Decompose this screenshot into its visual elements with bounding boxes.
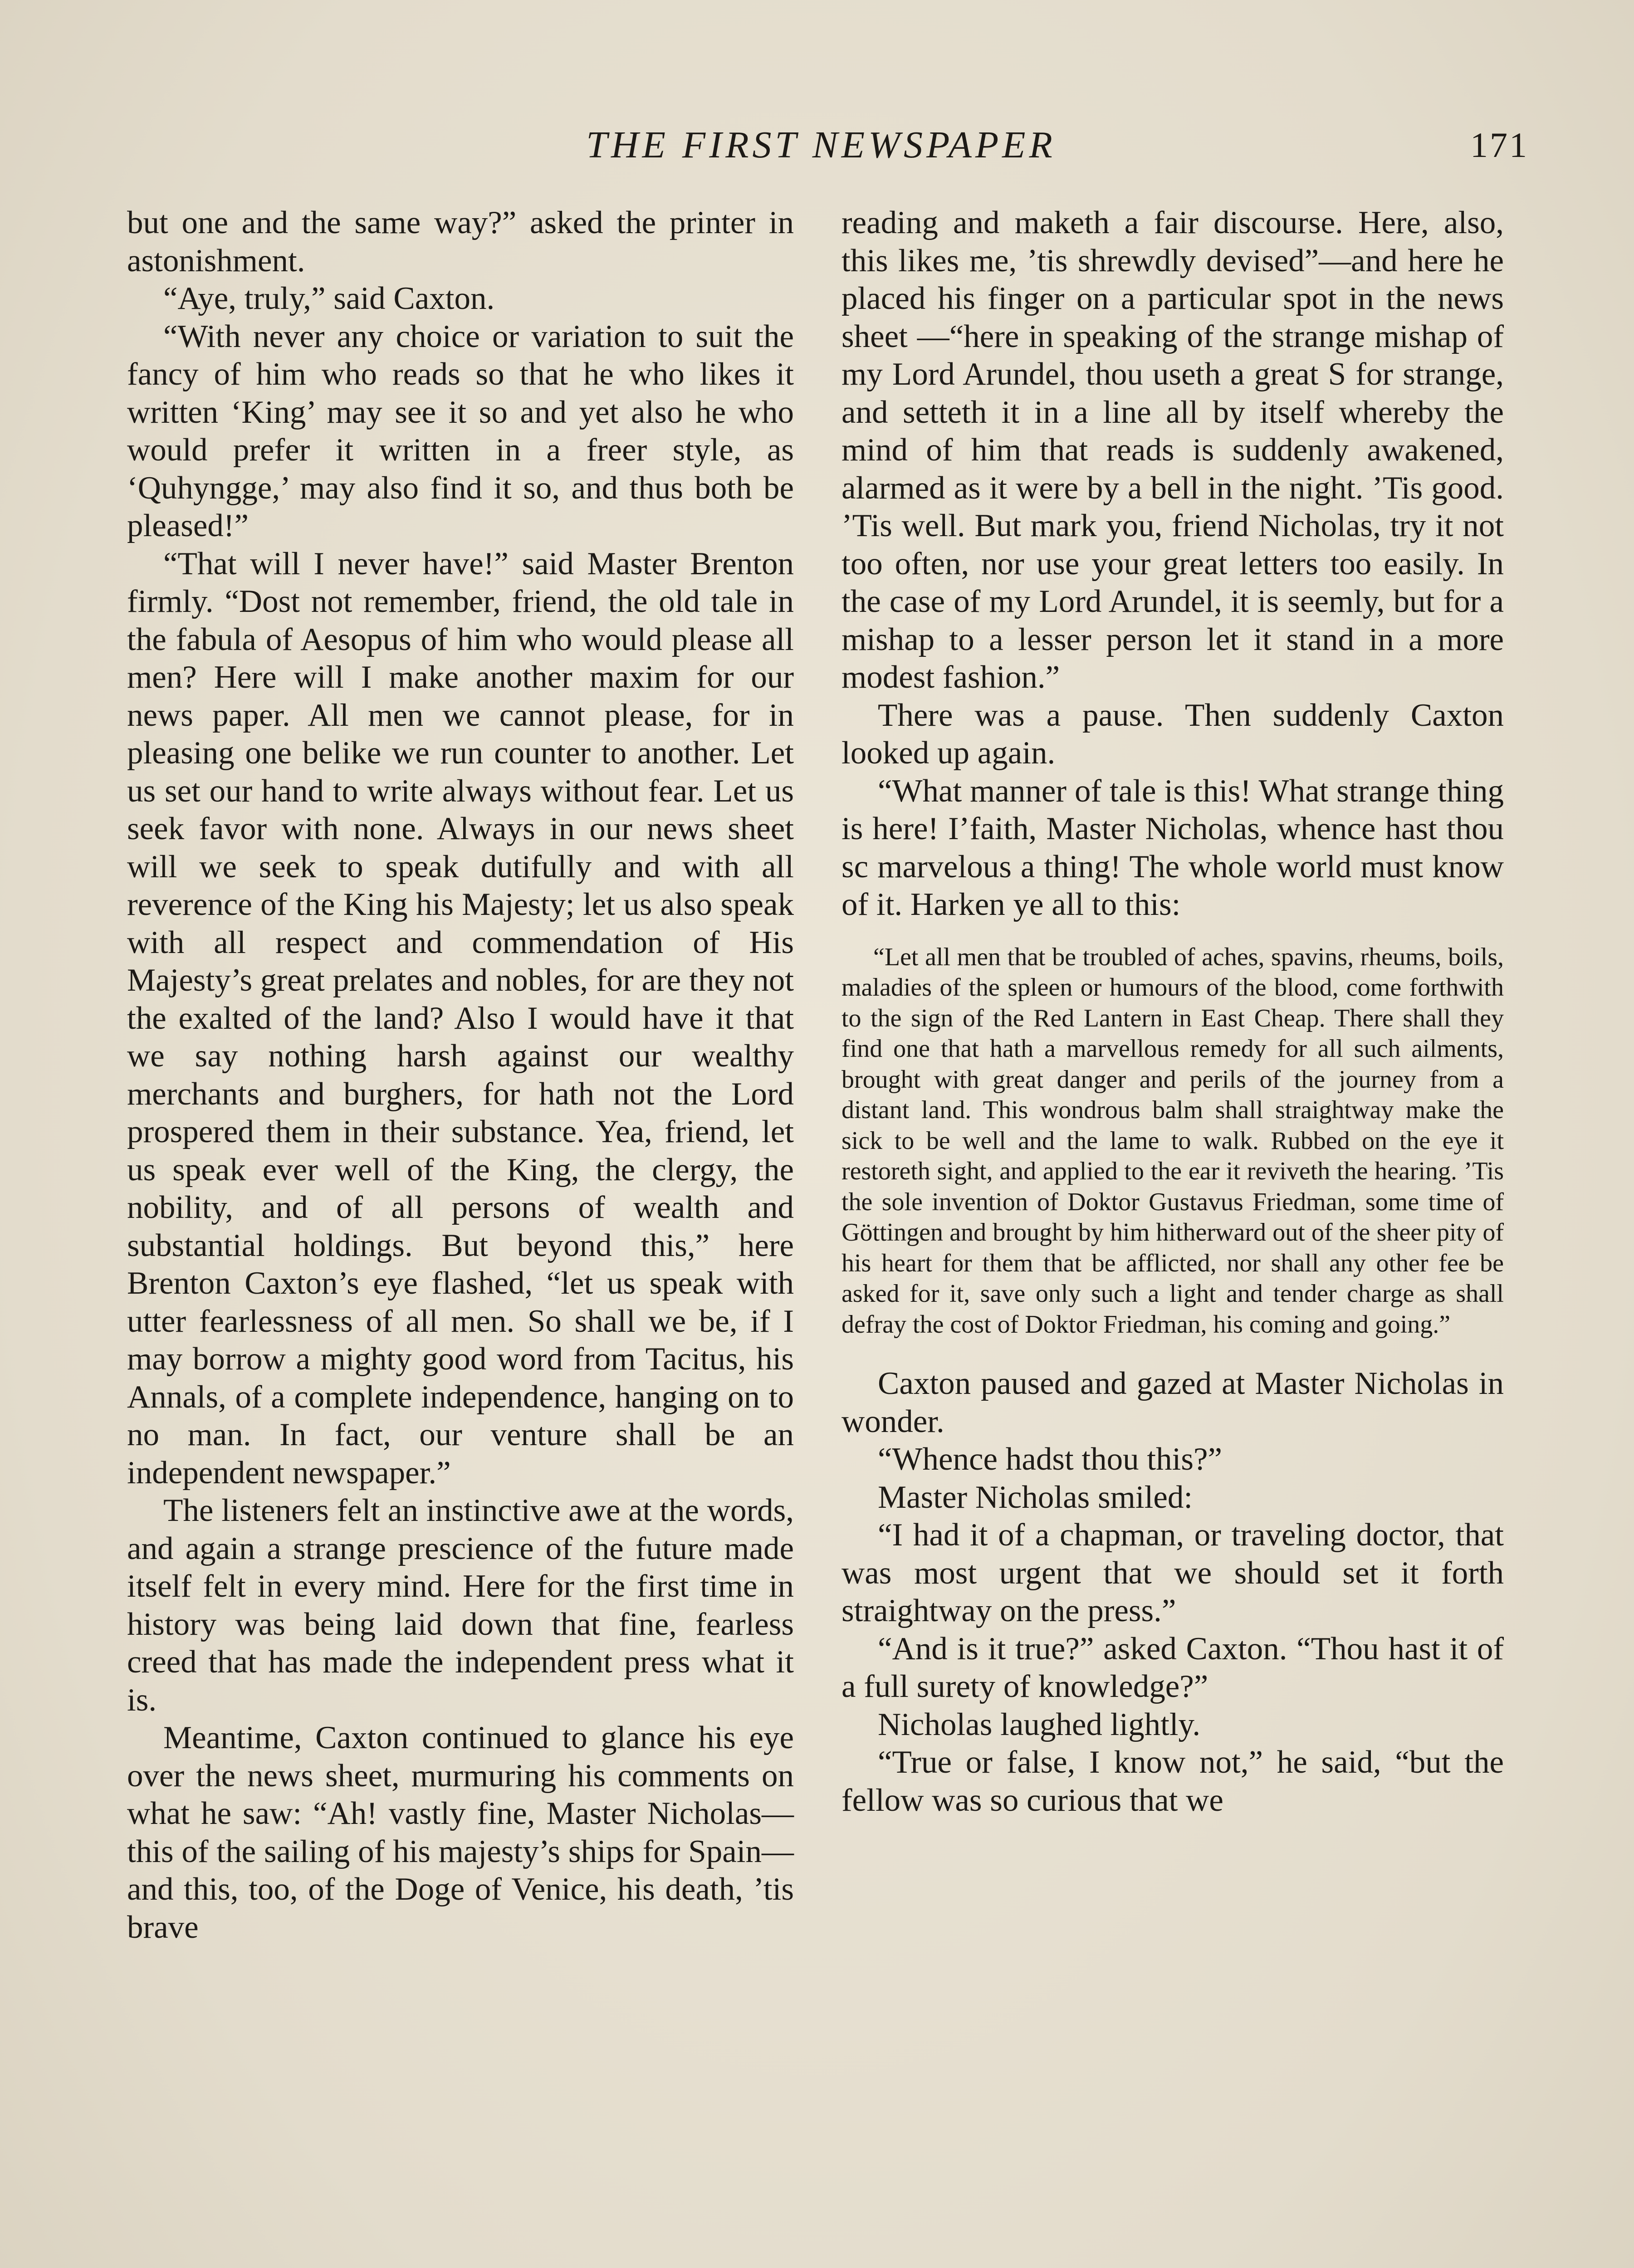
left-column: [127, 204, 794, 1946]
paragraph: “I had it of a chapman, or traveling doctor, that was most urgent that we should set it forth straightway on the press.”: [841, 1517, 1504, 1628]
paragraph: “With never any choice or variation to suit the fancy of him who reads so that he who likes it written ‘King’ may see it so and yet also he who would prefer it written in a freer style, as ‘Quhyngge,’ may also find it so, and thus both be pleased!”: [127, 318, 794, 543]
advertisement-quote: “Let all men that be troubled of aches, spavins, rheums, boils, maladies of the spleen or humours of the blood, come forthwith to the sign of the Red Lantern in East Cheap. There shall they find one that hath a marvellous remedy for all such ailments, brought with great danger and perils of the journey from a distant land. This wondrous balm shall straightway make the sick to be well and the lame to walk. Rubbed on the eye it restoreth sight, and applied to the ear it reviveth the hearing. ’Tis the sole invention of Doktor Gustavus Friedman, some time of Göttingen and brought by him hitherward out of the sheer pity of his heart for them that be afflicted, nor shall any other fee be asked for it, save only such a light and tender charge as shall defray the cost of Doktor Friedman, his coming and going.”: [841, 943, 1504, 1339]
paragraph: Caxton paused and gazed at Master Nicholas in wonder.: [841, 1366, 1504, 1439]
paragraph: Meantime, Caxton continued to glance his eye over the news sheet, murmuring his comments on what he saw: “Ah! vastly fine, Master Nicholas—this of the sailing of his majesty’s ships for Spain—and this, too, of the Doge of Venice, his death, ’tis brave: [127, 1720, 794, 1945]
page-header: [0, 116, 1634, 175]
paragraph: but one and the same way?” asked the printer in astonishment.: [127, 205, 794, 279]
paragraph: “True or false, I know not,” he said, “but the fellow was so curious that we: [841, 1745, 1504, 1818]
paragraph: “That will I never have!” said Master Brenton firmly. “Dost not remember, friend, the old tale in the fabula of Aesopus of him who would please all men? Here will I make another maxim for our news paper. All men we cannot please, for in pleasing one belike we run counter to another. Let us set our hand to write always without fear. Let us seek favor with none. Always in our news sheet will we seek to speak dutifully and with all reverence of the King his Majesty; let us also speak with all respect and commendation of His Majesty’s great prelates and nobles, for are they not the exalted of the land? Also I would have it that we say nothing harsh against our wealthy merchants and burghers, for hath not the Lord prospered them in their substance. Yea, friend, let us speak ever well of the King, the clergy, the nobility, and of all persons of wealth and substantial holdings. But beyond this,” here Brenton Caxton’s eye flashed, “let us speak with utter fearlessness of all men. So shall we be, if I may borrow a mighty good word from Tacitus, his Annals, of a complete independence, hanging on to no man. In fact, our venture shall be an independent newspaper.”: [127, 546, 794, 1491]
paragraph: The listeners felt an instinctive awe at the words, and again a strange prescience of the future made itself felt in every mind. Here for the first time in history was being laid down that fine, fearless creed that has made the independent press what it is.: [127, 1493, 794, 1718]
right-column: [841, 204, 1504, 1819]
paragraph: “Aye, truly,” said Caxton.: [163, 281, 495, 316]
paragraph: “What manner of tale is this! What strange thing is here! I’faith, Master Nicholas, whence hast thou sc marvelous a thing! The whole world must know of it. Harken ye all to this:: [841, 773, 1504, 922]
page-number: 171: [1470, 125, 1529, 165]
paragraph: “And is it true?” asked Caxton. “Thou hast it of a full surety of knowledge?”: [841, 1631, 1504, 1704]
paragraph: There was a pause. Then suddenly Caxton looked up again.: [841, 697, 1504, 771]
paragraph: Nicholas laughed lightly.: [878, 1706, 1201, 1742]
paragraph: “Whence hadst thou this?”: [878, 1442, 1223, 1477]
paragraph: reading and maketh a fair discourse. Here, also, this likes me, ’tis shrewdly devised”—and here he placed his finger on a particular spot in the news sheet —“here in speaking of the strange mishap of my Lord Arundel, thou useth a great S for strange, and setteth it in a line all by itself whereby the mind of him that reads is suddenly awakened, alarmed as it were by a bell in the night. ’Tis good. ’Tis well. But mark you, friend Nicholas, try it not too often, nor use your great letters too easily. In the case of my Lord Arundel, it is seemly, but for a mishap to a lesser person let it stand in a more modest fashion.”: [841, 205, 1504, 695]
running-title: THE FIRST NEWSPAPER: [586, 124, 1056, 166]
paragraph: Master Nicholas smiled:: [878, 1479, 1193, 1515]
